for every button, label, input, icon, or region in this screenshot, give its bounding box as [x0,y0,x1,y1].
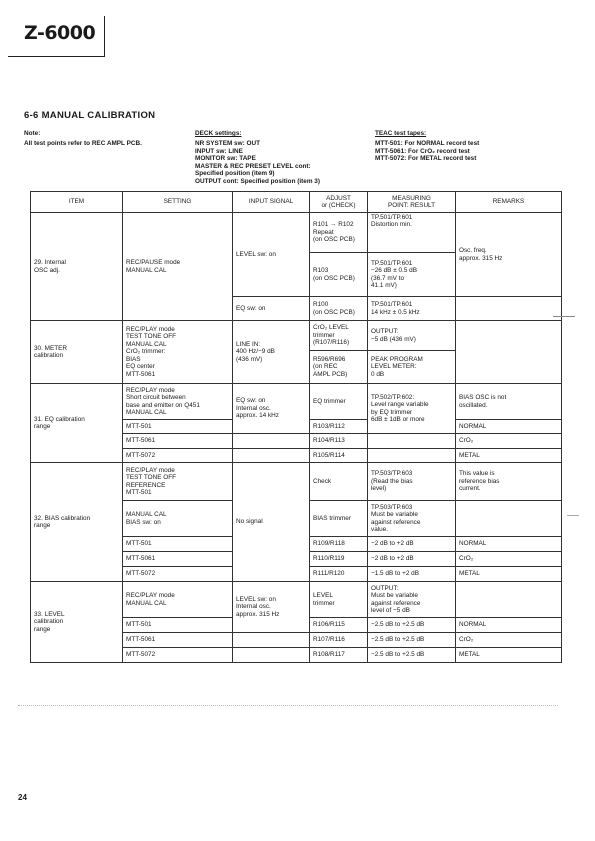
setting-31-4: MTT-5072 [123,449,233,463]
item-29: 29. Internal OSC adj. [31,213,123,321]
table-row [31,213,562,253]
table-row [31,384,562,420]
adjust-32-4: R110/R119 [310,552,368,567]
deck-line: INPUT sw: LINE [195,147,243,155]
section-title: 6-6 MANUAL CALIBRATION [24,110,156,121]
measure-29-3: TP.501/TP.601 14 kHz ± 0.5 kHz [368,297,456,321]
table-row [31,582,562,618]
measure-29-1: TP.501/TP.601 Distortion min. [368,213,456,253]
setting-31-3: MTT-5061 [123,434,233,449]
setting-32-4: MTT-5061 [123,552,233,567]
adjust-29-2: R103 (on OSC PCB) [310,253,368,297]
note-label: Note: [24,130,41,137]
remark-33-3: CrO₂ [456,633,562,648]
setting-32-5: MTT-5072 [123,567,233,582]
item-33: 33. LEVEL calibration range [31,582,123,663]
remark-31-4: METAL [456,449,562,463]
remark-30 [456,321,562,384]
remark-33-2: NORMAL [456,618,562,633]
setting-33-3: MTT-5061 [123,633,233,648]
adjust-33-1: LEVEL trimmer [310,582,368,618]
deck-line: MASTER & REC PRESET LEVEL cont: [195,162,311,170]
deck-line: MONITOR sw: TAPE [195,155,256,163]
adjust-30-1: CrO₂ LEVEL trimmer (R107/R116) [310,321,368,351]
adjust-30-2: R596/R696 (on REC AMPL PCB) [310,351,368,384]
measure-33-4: −2.5 dB to +2.5 dB [368,648,456,663]
adjust-32-2: BIAS trimmer [310,501,368,537]
teac-line: MTT-5072: For METAL record test [375,155,477,163]
header-item: ITEM [31,192,123,213]
measure-32-2: TP.503/TP.603 Must be variable against reference value. [368,501,456,537]
setting-32-2: MANUAL CAL BIAS sw: on [123,501,233,537]
remark-32-4: CrO₂ [456,552,562,567]
input-33: LEVEL sw: on Internal osc. approx. 315 Hz [233,582,310,633]
deck-line: Specified position (item 9) [195,170,275,178]
setting-31-1: REC/PLAY mode Short circuit between base and emitter on Q451 MANUAL CAL [123,384,233,420]
adjust-32-3: R109/R118 [310,537,368,552]
deck-settings-label: DECK settings: [195,130,242,137]
remark-32-1: This value is reference bias current. [456,463,562,501]
item-32: 32. BIAS calibration range [31,463,123,582]
teac-tapes-label: TEAC test tapes: [375,130,427,137]
note-text: All test points refer to REC AMPL PCB. [24,140,142,147]
measure-31-empty [368,449,456,463]
measure-32-5: −1.5 dB to +2 dB [368,567,456,582]
input-31: EQ sw: on Internal osc. approx. 14 kHz [233,384,310,434]
remark-29: Osc. freq. approx. 315 Hz [456,213,562,297]
setting-33-4: MTT-5072 [123,648,233,663]
model-title: Z-6000 [24,22,96,44]
deck-line: OUTPUT cont: Specified position (item 3) [195,178,320,185]
header-rule-horizontal [8,56,105,57]
remark-32-empty [456,501,562,537]
calibration-table [30,191,562,663]
input-32: No signal [233,463,310,582]
measure-30-2: PEAK PROGRAM LEVEL METER: 0 dB [368,351,456,384]
header-remarks: REMARKS [456,192,562,213]
remark-33-4: METAL [456,648,562,663]
input-31-empty [233,449,310,463]
table-header-row [31,192,562,213]
adjust-31-1: EQ trimmer [310,384,368,420]
remark-32-5: METAL [456,567,562,582]
teac-line: MTT-501: For NORMAL record test [375,140,480,147]
measure-32-4: −2 dB to +2 dB [368,552,456,567]
input-29-eq: EQ sw: on [233,297,310,321]
deck-line: NR SYSTEM sw: OUT [195,140,260,147]
margin-mark [567,515,579,516]
header-adjust: ADJUST or (CHECK) [310,192,368,213]
adjust-32-5: R111/R120 [310,567,368,582]
adjust-33-4: R108/R117 [310,648,368,663]
remark-32-3: NORMAL [456,537,562,552]
adjust-32-1: Check [310,463,368,501]
setting-29: REC/PAUSE mode MANUAL CAL [123,213,233,321]
item-30: 30. METER calibration [31,321,123,384]
setting-32-1: REC/PLAY mode TEST TONE OFF REFERENCE MTT-501 [123,463,233,501]
setting-33-1: REC/PLAY mode MANUAL CAL [123,582,233,618]
scan-artifact-line [18,705,558,706]
measure-32-3: −2 dB to +2 dB [368,537,456,552]
setting-33-2: MTT-501 [123,618,233,633]
measure-33-2: −2.5 dB to +2.5 dB [368,618,456,633]
measure-29-2: TP.501/TP.601 −26 dB ± 0.5 dB (36.7 mV to 41.1 mV) [368,253,456,297]
input-29-level: LEVEL sw: on [233,213,310,297]
header-input-signal: INPUT SIGNAL [233,192,310,213]
adjust-31-4: R105/R114 [310,449,368,463]
header-setting: SETTING [123,192,233,213]
teac-line: MTT-5061: For CrO₂ record test [375,147,470,155]
measure-31: TP.502/TP.602: Level range variable by EQ trimmer 6dB ± 1dB or more [368,384,456,434]
measure-33-1: OUTPUT: Must be variable against reference level of −5 dB [368,582,456,618]
remark-31-3: CrO₂ [456,434,562,449]
input-33-empty [233,633,310,648]
adjust-29-3: R100 (on OSC PCB) [310,297,368,321]
adjust-33-3: R107/R116 [310,633,368,648]
input-30: LINE IN: 400 Hz/−9 dB (436 mV) [233,321,310,384]
adjust-33-2: R106/R115 [310,618,368,633]
adjust-31-2: R103/R112 [310,420,368,434]
measure-33-3: −2.5 dB to +2.5 dB [368,633,456,648]
measure-30-1: OUTPUT: −5 dB (436 mV) [368,321,456,351]
measure-31-empty [368,434,456,449]
header-measuring-point: MEASURING POINT: RESULT [368,192,456,213]
setting-31-2: MTT-501 [123,420,233,434]
page-number: 24 [18,793,27,802]
remark-33-empty [456,582,562,618]
remark-31-2: NORMAL [456,420,562,434]
margin-mark [553,316,575,317]
table-row [31,463,562,501]
table-row [31,321,562,351]
input-31-empty [233,434,310,449]
header-rule-vertical [104,16,105,56]
remark-31-1: BIAS OSC is not oscillated. [456,384,562,420]
adjust-29-1: R101 → R102 Repeat (on OSC PCB) [310,213,368,253]
adjust-31-3: R104/R113 [310,434,368,449]
measure-32-1: TP.503/TP.603 (Read the bias level) [368,463,456,501]
input-33-empty [233,648,310,663]
setting-32-3: MTT-501 [123,537,233,552]
remark-29-empty [456,297,562,321]
setting-30: REC/PLAY mode TEST TONE OFF MANUAL CAL CrO₂ trimmer: BIAS EQ center MTT-5061 [123,321,233,384]
item-31: 31. EQ calibration range [31,384,123,463]
